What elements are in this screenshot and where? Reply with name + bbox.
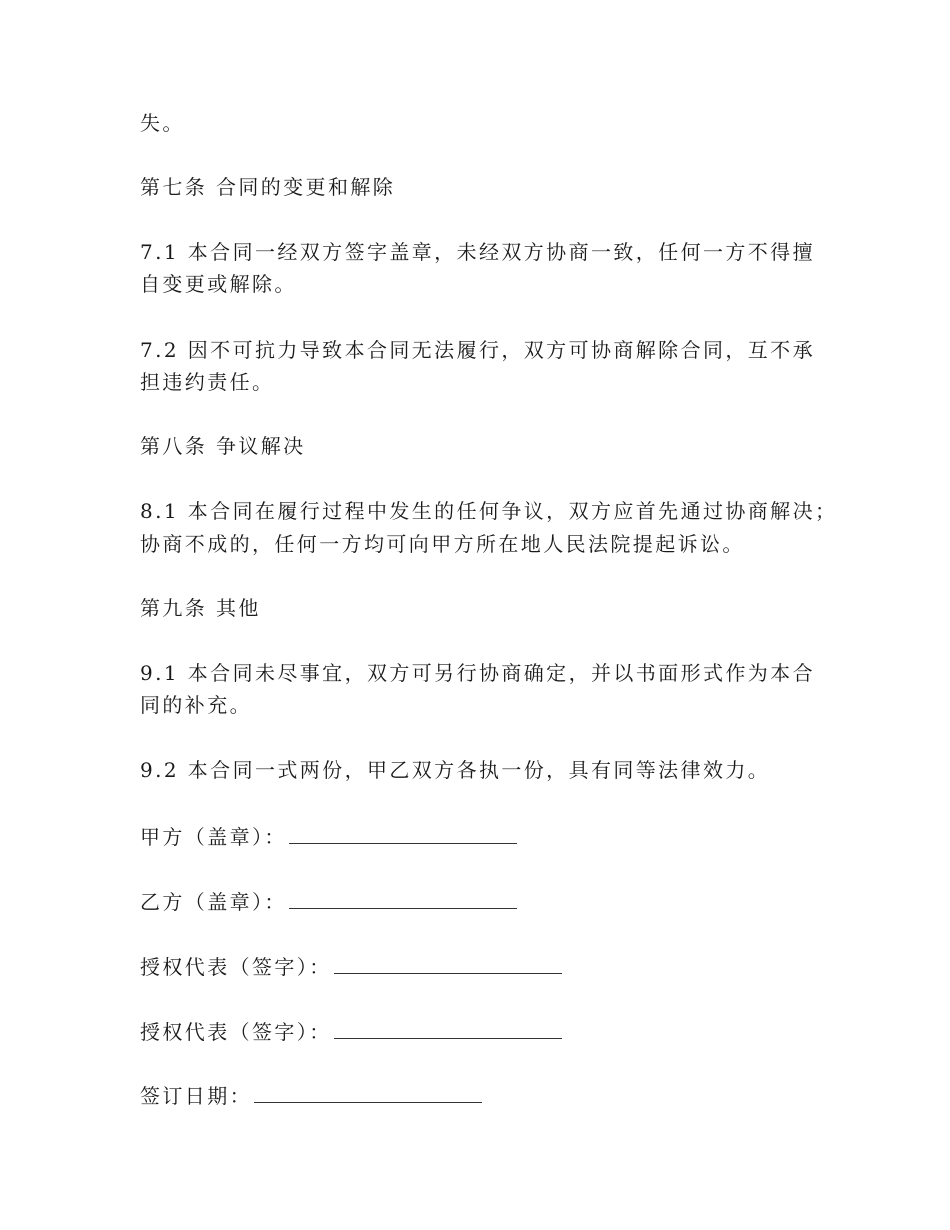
date-blank xyxy=(254,1082,482,1103)
signature-party-b xyxy=(140,888,517,914)
party-a-label: 甲方（盖章）： xyxy=(140,825,287,849)
clause-9-2-line-1: 9.2 本合同一式两份，甲乙双方各执一份，具有同等法律效力。 xyxy=(140,758,771,782)
rep-b-signature-blank xyxy=(334,1018,562,1039)
signing-date xyxy=(140,1082,482,1108)
rep-b-label: 授权代表（签字）： xyxy=(140,1020,332,1044)
clause-9-1-line-1: 9.1 本合同未尽事宜，双方可另行协商确定，并以书面形式作为本合 xyxy=(140,661,815,685)
signature-party-a xyxy=(140,823,517,849)
date-label: 签订日期： xyxy=(140,1084,252,1108)
clause-7-2-line-2: 担违约责任。 xyxy=(140,370,275,394)
clause-9-1-line-2: 同的补充。 xyxy=(140,693,252,717)
paragraph-tail: 失。 xyxy=(140,111,185,135)
clause-8-1-line-1: 8.1 本合同在履行过程中发生的任何争议，双方应首先通过协商解决； xyxy=(140,499,838,523)
clause-8-1-line-2: 协商不成的，任何一方均可向甲方所在地人民法院提起诉讼。 xyxy=(140,532,745,556)
clause-7-2-line-1: 7.2 因不可抗力导致本合同无法履行，双方可协商解除合同，互不承 xyxy=(140,338,815,362)
article-8-heading: 第八条 争议解决 xyxy=(140,434,306,458)
party-b-signature-blank xyxy=(289,888,517,909)
rep-a-label: 授权代表（签字）： xyxy=(140,955,332,979)
signature-rep-a xyxy=(140,953,562,979)
party-a-signature-blank xyxy=(289,823,517,844)
article-9-heading: 第九条 其他 xyxy=(140,596,261,620)
rep-a-signature-blank xyxy=(334,953,562,974)
clause-7-1-line-1: 7.1 本合同一经双方签字盖章，未经双方协商一致，任何一方不得擅 xyxy=(140,240,815,264)
party-b-label: 乙方（盖章）： xyxy=(140,890,287,914)
article-7-heading: 第七条 合同的变更和解除 xyxy=(140,175,396,199)
signature-rep-b xyxy=(140,1018,562,1044)
clause-7-1-line-2: 自变更或解除。 xyxy=(140,272,297,296)
